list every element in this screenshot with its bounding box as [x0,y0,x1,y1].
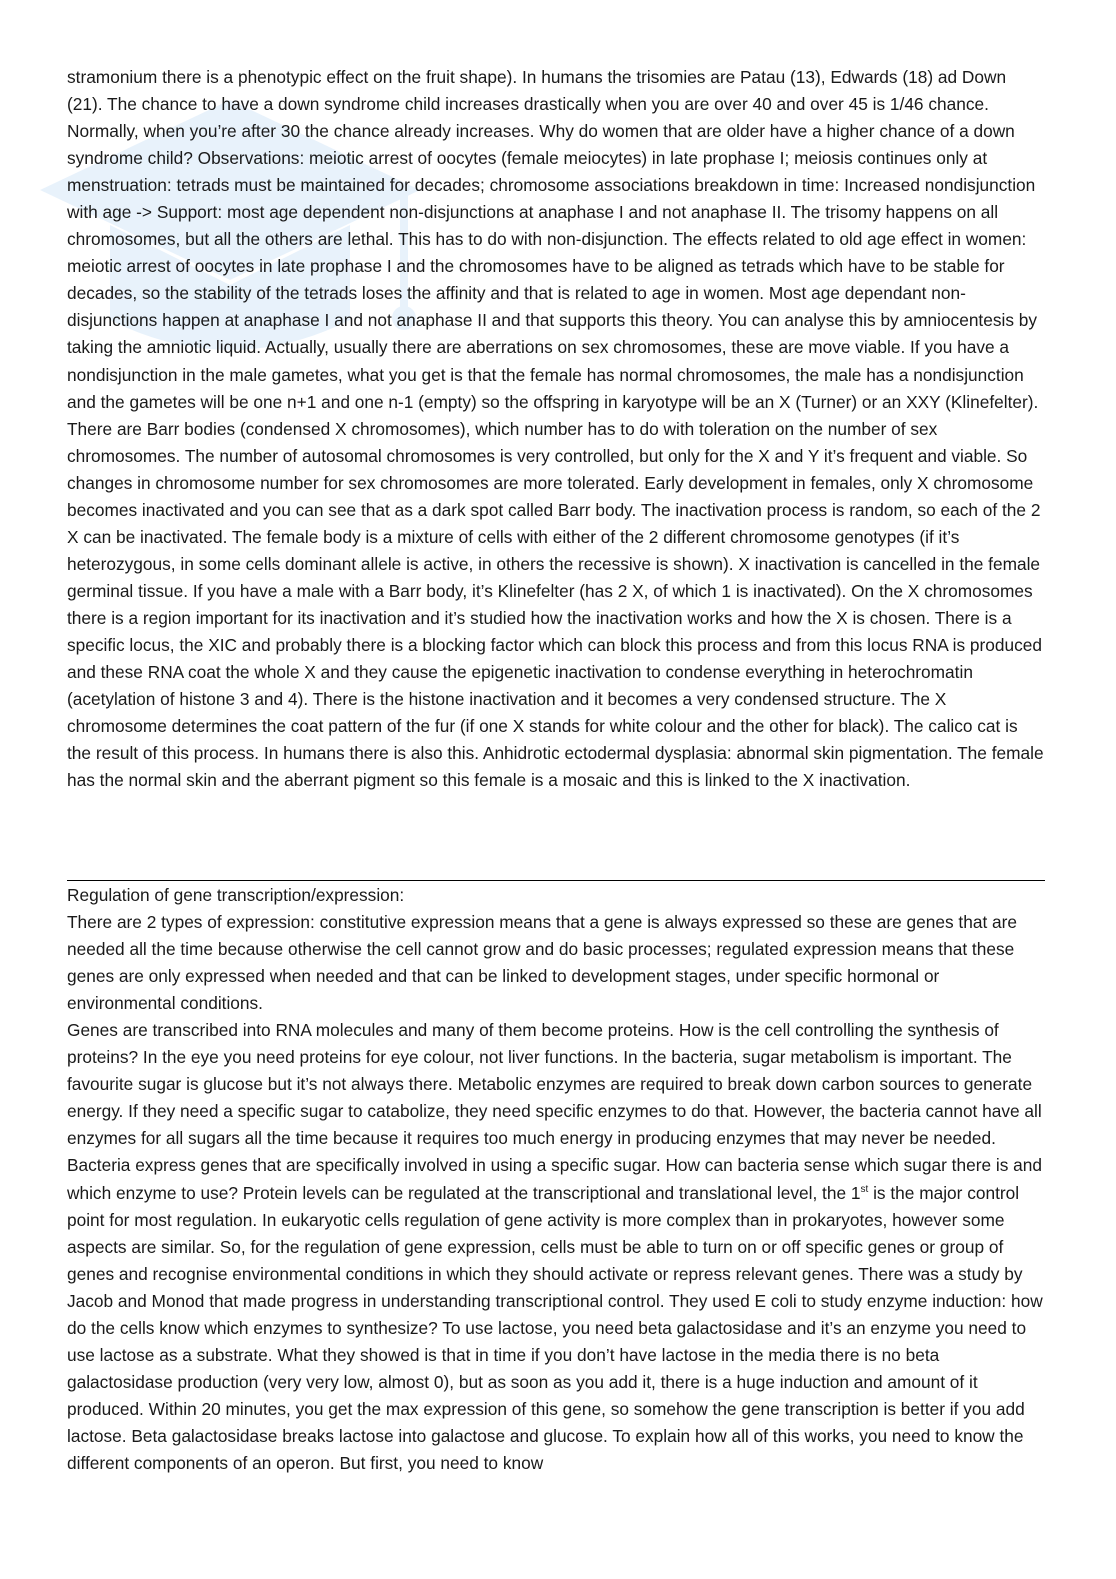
text-block-x-inactivation [67,64,1045,794]
section-heading: Regulation of gene transcription/expression: [67,885,405,905]
paragraph-text: Genes are transcribed into RNA molecules and many of them become proteins. How is the cell controlling the synthesis of proteins? In the eye you need proteins for eye colour, not liver functions. In the bacteria, sugar metabolism is important. The favourite sugar is glucose but it’s not always there. Metabolic enzymes are required to break down carbon sources to generate energy. If they need a specific sugar to catabolize, they need specific enzymes to do that. However, the bacteria cannot have all enzymes for all sugars all the time because it requires too much energy in producing enzymes that may never be needed. Bacteria express genes that are specifically involved in using a specific sugar. How can bacteria sense which sugar there is and which enzyme to use? Protein levels can be regulated at the transcriptional and translational level, the 1 [67,1020,1042,1203]
superscript: st [860,1183,869,1195]
paragraph-text: is the major control point for most regulation. In eukaryotic cells regulation of gene activity is more complex than in prokaryotes, however some aspects are similar. So, for the regulation of gene expression, cells must be able to turn on or off specific genes or group of genes and recognise environmental conditions in which they should activate or repress relevant genes. There was a study by Jacob and Monod that made progress in understanding transcriptional control. They used E coli to study enzyme induction: how do the cells know which enzymes to synthesize? To use lactose, you need beta galactosidase and it’s an enzyme you need to use lactose as a substrate. What they showed is that in time if you don’t have lactose in the media there is no beta galactosidase production (very very low, almost 0), but as soon as you add it, there is a huge induction and amount of it produced. Within 20 minutes, you get the max expression of this gene, so somehow the gene transcription is better if you add lactose. Beta galactosidase breaks lactose into galactose and glucose. To explain how all of this works, you need to know the different components of an operon. But first, you need to know [67,1182,1043,1473]
paragraph [67,1017,1049,1477]
paragraph: There are 2 types of expression: constitutive expression means that a gene is always expressed so these are genes that are needed all the time because otherwise the cell cannot grow and do basic processes; regulated expression means that these genes are only expressed when needed and that can be linked to development stages, under specific hormonal or environmental conditions. [67,912,1018,1014]
paragraph: stramonium there is a phenotypic effect on the fruit shape). In humans the trisomies are Patau (13), Edwards (18) ad Down (21). The chance to have a down syndrome child increases drastically when you are over 40 and over 45 is 1/46 chance. Normally, when you’re after 30 the chance already increases. Why do women that are older have a higher chance of a down syndrome child? Observations: meiotic arrest of oocytes (female meiocytes) in late prophase I; meiosis continues only at menstruation: tetrads must be maintained for decades; chromosome associations breakdown in time: Increased nondisjunction with age -> Support: most age dependent non-disjunctions at anaphase I and not anaphase II. The trisomy happens on all chromosomes, but all the others are lethal. This has to do with non-disjunction. The effects related to old age effect in women: meiotic arrest of oocytes in late prophase I and the chromosomes have to be aligned as tetrads which have to be stable for decades, so the stability of the tetrads loses the affinity and that is related to age in women. Most age dependant non-disjunctions happen at anaphase I and not anaphase II and that supports this theory. You can analyse this by amniocentesis by taking the amniotic liquid. Actually, usually there are aberrations on sex chromosomes, these are move viable. If you have a nondisjunction in the male gametes, what you get is that the female has normal chromosomes, the male has a nondisjunction and the gametes will be one n+1 and one n-1 (empty) so the offspring in karyotype will be an X (Turner) or an XXY (Klinefelter). There are Barr bodies (condensed X chromosomes), which number has to do with toleration on the number of sex chromosomes. The number of autosomal chromosomes is very controlled, but only for the X and Y it’s frequent and viable. So changes in chromosome number for sex chromosomes are more tolerated. Early development in females, only X chromosome becomes inactivated and you can see that as a dark spot called Barr body. The inactivation process is random, so each of the 2 X can be inactivated. The female body is a mixture of cells with either of the 2 different chromosome genotypes (if it’s heterozygous, in some cells dominant allele is active, in others the recessive is shown). X inactivation is cancelled in the female germinal tissue. If you have a male with a Barr body, it’s Klinefelter (has 2 X, of which 1 is inactivated). On the X chromosomes there is a region important for its inactivation and it’s studied how the inactivation works and how the X is chosen. There is a specific locus, the XIC and probably there is a blocking factor which can block this process and from this locus RNA is produced and these RNA coat the whole X and they cause the epigenetic inactivation to condense everything in heterochromatin (acetylation of histone 3 and 4). There is the histone inactivation and it becomes a very condensed structure. The X chromosome determines the coat pattern of the fur (if one X stands for white colour and the other for black). The calico cat is the result of this process. In humans there is also this. Anhidrotic ectodermal dysplasia: abnormal skin pigmentation. The female has the normal skin and the aberrant pigment so this female is a mosaic and this is linked to the X inactivation. [67,67,1044,791]
section-divider [67,880,1045,881]
text-block-gene-regulation [67,882,1049,1477]
